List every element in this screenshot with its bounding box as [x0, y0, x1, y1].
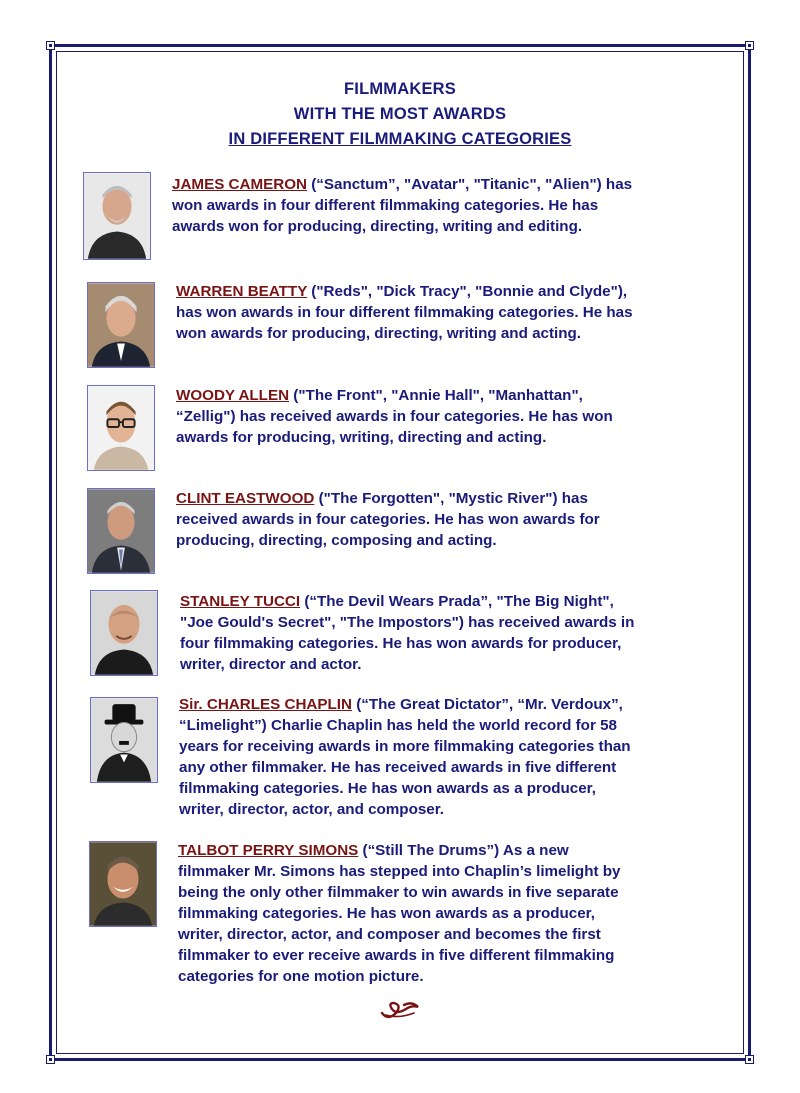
- entry-text-line: (“The Devil Wears Prada”, "The Big Night",: [300, 593, 614, 610]
- page-title-line-3: IN DIFFERENT FILMMAKING CATEGORIES: [228, 130, 572, 148]
- entry-text-line: ("Reds", "Dick Tracy", "Bonnie and Clyde"),: [307, 283, 628, 300]
- frame-corner-top-left: [46, 41, 55, 50]
- entry-text-line: “Limelight”) Charlie Chaplin has held the world record for 58: [179, 717, 617, 734]
- portrait-photo-james-cameron: [83, 172, 151, 260]
- frame-corner-bottom-right: [745, 1055, 754, 1064]
- portrait-photo-clint-eastwood: [87, 488, 155, 574]
- filmmaker-name-charles-chaplin: Sir. CHARLES CHAPLIN: [179, 696, 352, 713]
- entry-text-line: (“Sanctum”, "Avatar", "Titanic", "Alien") has: [307, 176, 633, 193]
- entry-text-line: being the only other filmmaker to win awards in five separate: [178, 884, 619, 901]
- entry-text-line: writer, director and actor.: [180, 656, 362, 673]
- entry-text-line: ("The Front", "Annie Hall", "Manhattan",: [289, 387, 583, 404]
- filmmaker-name-warren-beatty: WARREN BEATTY: [176, 283, 308, 300]
- filmmaker-name-talbot-perry-simons: TALBOT PERRY SIMONS: [178, 842, 359, 859]
- filmmaker-name-james-cameron: JAMES CAMERON: [172, 176, 308, 193]
- entry-text-line: won awards in four different filmmaking categories. He has: [172, 197, 599, 214]
- entry-text-line: filmmaking categories. He has won awards as a producer,: [178, 905, 595, 922]
- filmmaker-name-woody-allen: WOODY ALLEN: [176, 387, 290, 404]
- portrait-photo-stanley-tucci: [90, 590, 158, 676]
- portrait-photo-woody-allen: [87, 385, 155, 471]
- entry-text-line: four filmmaking categories. He has won awards for producer,: [180, 635, 622, 652]
- entry-text-line: received awards in four categories. He has won awards for: [176, 511, 600, 528]
- frame-corner-bottom-left: [46, 1055, 55, 1064]
- entry-text-line: filmmaking categories. He has won awards as a producer,: [179, 780, 596, 797]
- portrait-photo-warren-beatty: [87, 282, 155, 368]
- entry-text-line: awards for producing, writing, directing and acting.: [176, 429, 547, 446]
- entry-text-line: ("The Forgotten", "Mystic River") has: [314, 490, 588, 507]
- entry-text-line: "Joe Gould's Secret", "The Impostors") has received awards in: [180, 614, 635, 631]
- portrait-photo-talbot-perry-simons: [89, 841, 157, 927]
- page-title-line-1: FILMMAKERS: [344, 80, 456, 98]
- entry-text-line: filmmaker Mr. Simons has stepped into Chaplin’s limelight by: [178, 863, 621, 880]
- filmmaker-name-clint-eastwood: CLINT EASTWOOD: [176, 490, 315, 507]
- entry-text-line: “Zellig") has received awards in four categories. He has won: [176, 408, 613, 425]
- entry-text-line: (“Still The Drums”) As a new: [358, 842, 569, 859]
- entry-text-line: writer, director, actor, and composer and becomes the first: [178, 926, 601, 943]
- entry-text-line: (“The Great Dictator”, “Mr. Verdoux”,: [352, 696, 623, 713]
- page-title-line-2: WITH THE MOST AWARDS: [293, 105, 507, 123]
- frame-corner-top-right: [745, 41, 754, 50]
- entry-text-line: writer, director, actor, and composer.: [179, 801, 445, 818]
- entry-text-line: awards won for producing, directing, writing and editing.: [172, 218, 583, 235]
- entry-text-line: producing, directing, composing and acting.: [176, 532, 497, 549]
- entry-text-line: has won awards in four different filmmaking categories. He has: [176, 304, 633, 321]
- portrait-photo-charles-chaplin: [90, 697, 158, 783]
- entry-text-line: years for receiving awards in more filmmaking categories than: [179, 738, 631, 755]
- entry-text-line: categories for one motion picture.: [178, 968, 424, 985]
- entry-text-line: won awards for producing, directing, writing and acting.: [176, 325, 582, 342]
- flourish-ornament-icon: [378, 995, 422, 1021]
- filmmaker-name-stanley-tucci: STANLEY TUCCI: [180, 593, 301, 610]
- entry-text-line: any other filmmaker. He has received awards in five different: [179, 759, 617, 776]
- entry-text-line: filmmaker to ever receive awards in five different filmmaking: [178, 947, 615, 964]
